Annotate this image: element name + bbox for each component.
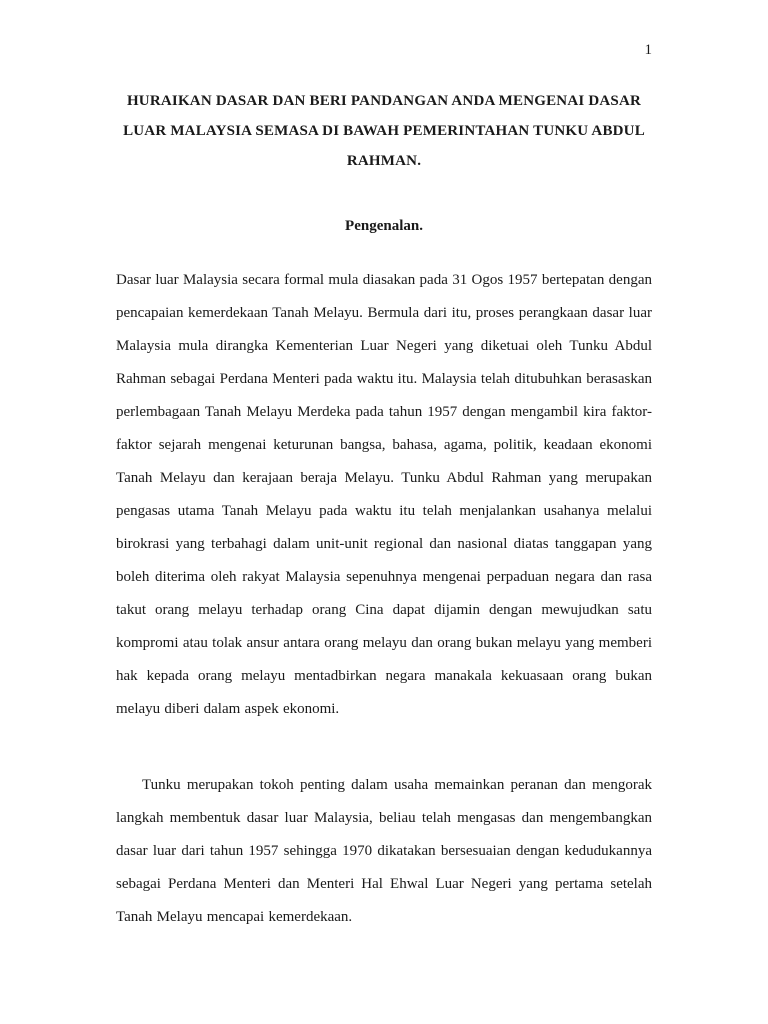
paragraph-introduction: Dasar luar Malaysia secara formal mula diasakan pada 31 Ogos 1957 bertepatan dengan pencapaian kemerdekaan Tanah Melayu. Bermula dari itu, proses perangkaan dasar luar Malaysia mula dirangka Kementerian Luar Negeri yang diketuai oleh Tunku Abdul Rahman sebagai Perdana Menteri pada waktu itu. Malaysia telah ditubuhkan berasaskan perlembagaan Tanah Melayu Merdeka pada tahun 1957 dengan mengambil kira faktor-faktor sejarah mengenai keturunan bangsa, bahasa, agama, politik, keadaan ekonomi Tanah Melayu dan kerajaan beraja Melayu. Tunku Abdul Rahman yang merupakan pengasas utama Tanah Melayu pada waktu itu telah menjalankan usahanya melalui birokrasi yang terbahagi dalam unit-unit regional dan nasional diatas tanggapan yang boleh diterima oleh rakyat Malaysia sepenuhnya mengenai perpaduan negara dan rasa takut orang melayu terhadap orang Cina dapat dijamin dengan mewujudkan satu kompromi atau tolak ansur antara orang melayu dan orang bukan melayu yang memberi hak kepada orang melayu mentadbirkan negara manakala kekuasaan orang bukan melayu diberi dalam aspek ekonomi.: [116, 272, 652, 717]
page-number: 1: [644, 42, 652, 58]
paragraph-tunku-role: Tunku merupakan tokoh penting dalam usaha memainkan peranan dan mengorak langkah membentuk dasar luar Malaysia, beliau telah mengasas dan mengembangkan dasar luar dari tahun 1957 sehingga 1970 dikatakan bersesuaian dengan kedudukannya sebagai Perdana Menteri dan Menteri Hal Ehwal Luar Negeri yang pertama setelah Tanah Melayu mencapai kemerdekaan.: [116, 777, 652, 925]
section-heading: Pengenalan.: [345, 218, 423, 234]
document-title: HURAIKAN DASAR DAN BERI PANDANGAN ANDA MENGENAI DASAR LUAR MALAYSIA SEMASA DI BAWAH PEMERINTAHAN TUNKU ABDUL RAHMAN.: [123, 93, 645, 169]
